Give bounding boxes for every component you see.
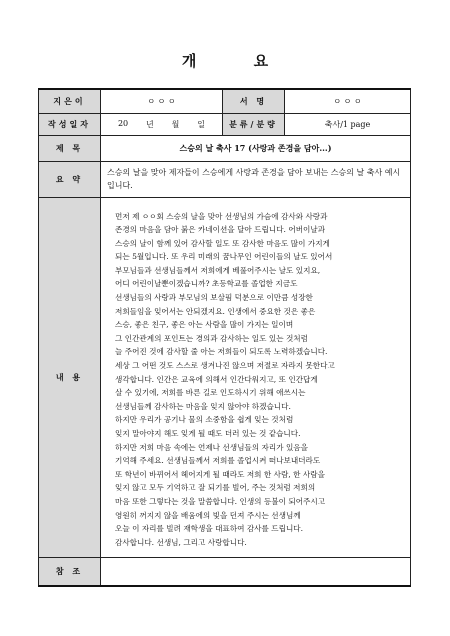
summary-label: 요 약: [39, 161, 101, 197]
content-row: [39, 197, 411, 558]
category-label: 분류/분량: [223, 113, 285, 135]
reference-value: [101, 558, 411, 586]
content-line: 그 인간관계의 포인트는 경의과 감사하는 일도 있는 것처럼: [115, 333, 308, 343]
subject-value: 스승의 날 축사 17 (사랑과 존경을 담아...): [101, 135, 411, 161]
date-year-unit: 년: [146, 119, 154, 129]
overview-form: [38, 88, 411, 587]
date-month-unit: 월: [171, 119, 180, 129]
content-line: 감사합니다. 선생님, 그리고 사랑합니다.: [115, 537, 247, 547]
content-line: 스승, 좋은 친구, 좋은 아는 사람을 많이 가지는 일이며: [115, 320, 294, 330]
author-value: ㅇ ㅇ ㅇ: [101, 89, 223, 113]
subject-label: 제 목: [39, 135, 101, 161]
page-title: 개 요: [181, 52, 295, 70]
content-line: 먼저 제 ㅇㅇ회 스승의 날을 맞아 선생님의 가슴에 감사와 사랑과: [115, 211, 328, 221]
author-row: [39, 89, 411, 113]
content-line: 저희들임을 잊어서는 안되겠지요. 인생에서 중요한 것은 좋은: [115, 306, 316, 316]
content-body: [101, 197, 411, 558]
author-label: 지은이: [39, 89, 101, 113]
content-line: 살 수 있기에, 저희를 바른 길로 인도하시기 위해 애쓰시는: [115, 388, 306, 398]
content-line: 하지만 우리가 공기나 물의 소중함을 쉽게 잊는 것처럼: [115, 415, 294, 425]
content-line: 하지만 저희 마음 속에는 언제나 선생님들의 자리가 있음을: [115, 442, 308, 452]
summary-row: [39, 161, 411, 197]
date-value: [101, 113, 223, 135]
name-value: ㅇ ㅇ ㅇ: [285, 89, 411, 113]
content-line: 잊지 않고 모두 기억하고 잘 되기를 빌어, 주는 것처럼 저희의: [115, 483, 316, 493]
content-line: 기억해 주세요. 선생님들께서 저희를 졸업시켜 떠나보내더라도: [115, 456, 321, 466]
content-line: 존경의 마음을 담아 붉은 카네이션을 달아 드립니다. 어버이날과: [115, 225, 326, 235]
content-line: 잊지 말아야지 해도 잊게 될 때도 더러 있는 것 같습니다.: [115, 429, 301, 438]
content-line: 생각합니다. 인간은 교육에 의해서 인간다워지고, 또 인간답게: [115, 374, 318, 384]
content-line: 영원히 꺼지지 않을 배움에의 빛을 던져 주시는 선생님께: [115, 510, 301, 520]
reference-label: 참 조: [39, 558, 101, 586]
date-row: [39, 113, 411, 135]
date-label: 작성일자: [39, 113, 101, 135]
content-line: 선생님들의 사랑과 부모님의 보살핌 덕분으로 이만큼 성장한: [115, 293, 313, 303]
subject-row: [39, 135, 411, 161]
content-line: 늘 주어진 것에 감사할 줄 아는 저희들이 되도록 노력하겠습니다.: [115, 347, 328, 357]
content-line: 마음 또한 그렇다는 것을 말씀합니다. 인생의 등불이 되어주시고: [115, 496, 326, 506]
date-day-unit: 일: [197, 119, 205, 129]
content-line: 부모님들과 선생님들께서 저희에게 베풀어주시는 날도 있지요,: [115, 265, 321, 275]
reference-row: [39, 558, 411, 586]
content-text: [115, 210, 402, 550]
content-line: 스승의 날이 함께 있어 감사할 일도 또 감사한 마음도 많이 가지게: [115, 238, 330, 248]
date-year: 20: [117, 118, 129, 128]
content-line: 세상 그 어떤 것도 스스로 생겨나진 않으며 저절로 자라지 못한다고: [115, 361, 335, 371]
content-line: 되는 5월입니다. 또 우리 미래의 꿈나무인 어린이들의 날도 있어서: [115, 252, 333, 262]
content-line: 오늘 이 자리를 빌려 재학생을 대표하여 감사를 드립니다.: [115, 524, 304, 534]
content-label: 내 용: [39, 197, 101, 558]
content-line: 선생님들께 감사하는 마음을 잊지 않아야 하겠습니다.: [115, 401, 291, 411]
category-value: 축사/1 page: [285, 113, 411, 135]
content-line: 어디 어린이날뿐이겠습니까? 초등학교를 졸업한 지금도: [115, 279, 298, 289]
content-line: 또 학년이 바뀌어서 헤어지게 될 때라도 저희 한 사람, 한 사람을: [115, 469, 325, 479]
name-label: 서 명: [223, 89, 285, 113]
summary-value: 스승의 날을 맞아 제자들이 스승에게 사랑과 존경을 담아 보내는 스승의 날 축사 예시입니다.: [101, 161, 411, 197]
